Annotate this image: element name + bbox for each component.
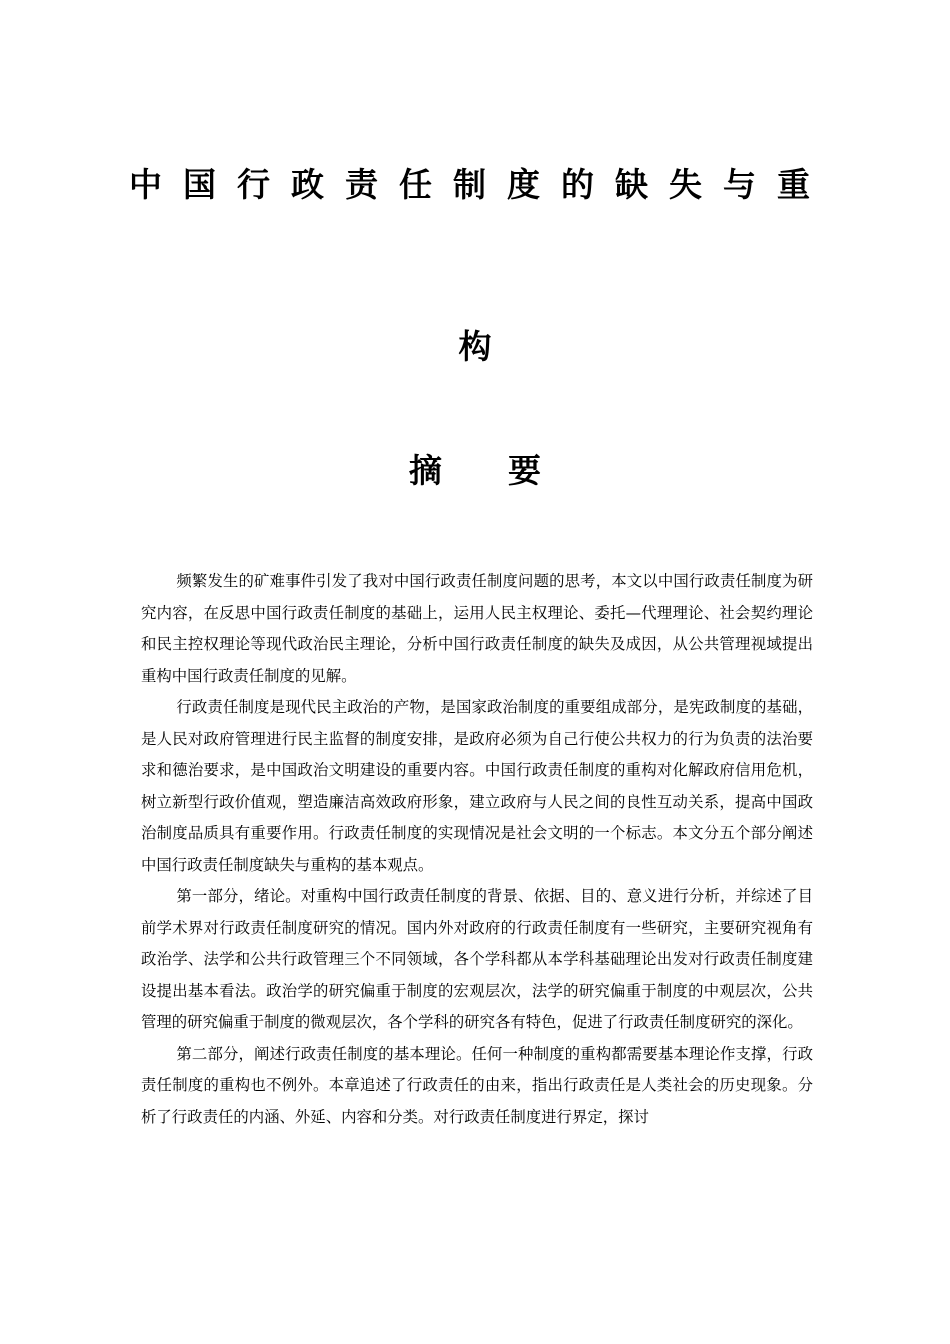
abstract-heading-char-1: 摘 [409, 451, 442, 490]
abstract-heading [0, 446, 950, 496]
abstract-paragraph-3: 第一部分，绪论。对重构中国行政责任制度的背景、依据、目的、意义进行分析，并综述了目前学术界对行政责任制度研究的情况。国内外对政府的行政责任制度有一些研究，主要研究视角有政治学、法学和公共行政管理三个不同领域，各个学科都从本学科基础理论出发对行政责任制度建设提出基本看法。政治学的研究偏重于制度的宏观层次，法学的研究偏重于制度的中观层次，公共管理的研究偏重于制度的微观层次，各个学科的研究各有特色，促进了行政责任制度研究的深化。 [141, 887, 813, 1031]
abstract-paragraph-1: 频繁发生的矿难事件引发了我对中国行政责任制度问题的思考，本文以中国行政责任制度为研究内容，在反思中国行政责任制度的基础上，运用人民主权理论、委托—代理理论、社会契约理论和民主控权理论等现代政治民主理论，分析中国行政责任制度的缺失及成因，从公共管理视域提出重构中国行政责任制度的见解。 [141, 572, 813, 685]
abstract-body [141, 566, 813, 1133]
abstract-paragraph-4: 第二部分，阐述行政责任制度的基本理论。任何一种制度的重构都需要基本理论作支撑，行政责任制度的重构也不例外。本章追述了行政责任的由来，指出行政责任是人类社会的历史现象。分析了行政责任的内涵、外延、内容和分类。对行政责任制度进行界定，探讨 [141, 1044, 813, 1126]
abstract-paragraph-2: 行政责任制度是现代民主政治的产物，是国家政治制度的重要组成部分，是宪政制度的基础，是人民对政府管理进行民主监督的制度安排，是政府必须为自己行使公共权力的行为负责的法治要求和德治要求，是中国政治文明建设的重要内容。中国行政责任制度的重构对化解政府信用危机，树立新型行政价值观，塑造廉洁高效政府形象，建立政府与人民之间的良性互动关系，提高中国政治制度品质具有重要作用。行政责任制度的实现情况是社会文明的一个标志。本文分五个部分阐述中国行政责任制度缺失与重构的基本观点。 [141, 698, 813, 874]
document-title-line-1: 中国行政责任制度的缺失与重 [129, 165, 831, 204]
document-title-line-2: 构 [458, 327, 492, 366]
abstract-heading-char-2: 要 [508, 451, 541, 490]
